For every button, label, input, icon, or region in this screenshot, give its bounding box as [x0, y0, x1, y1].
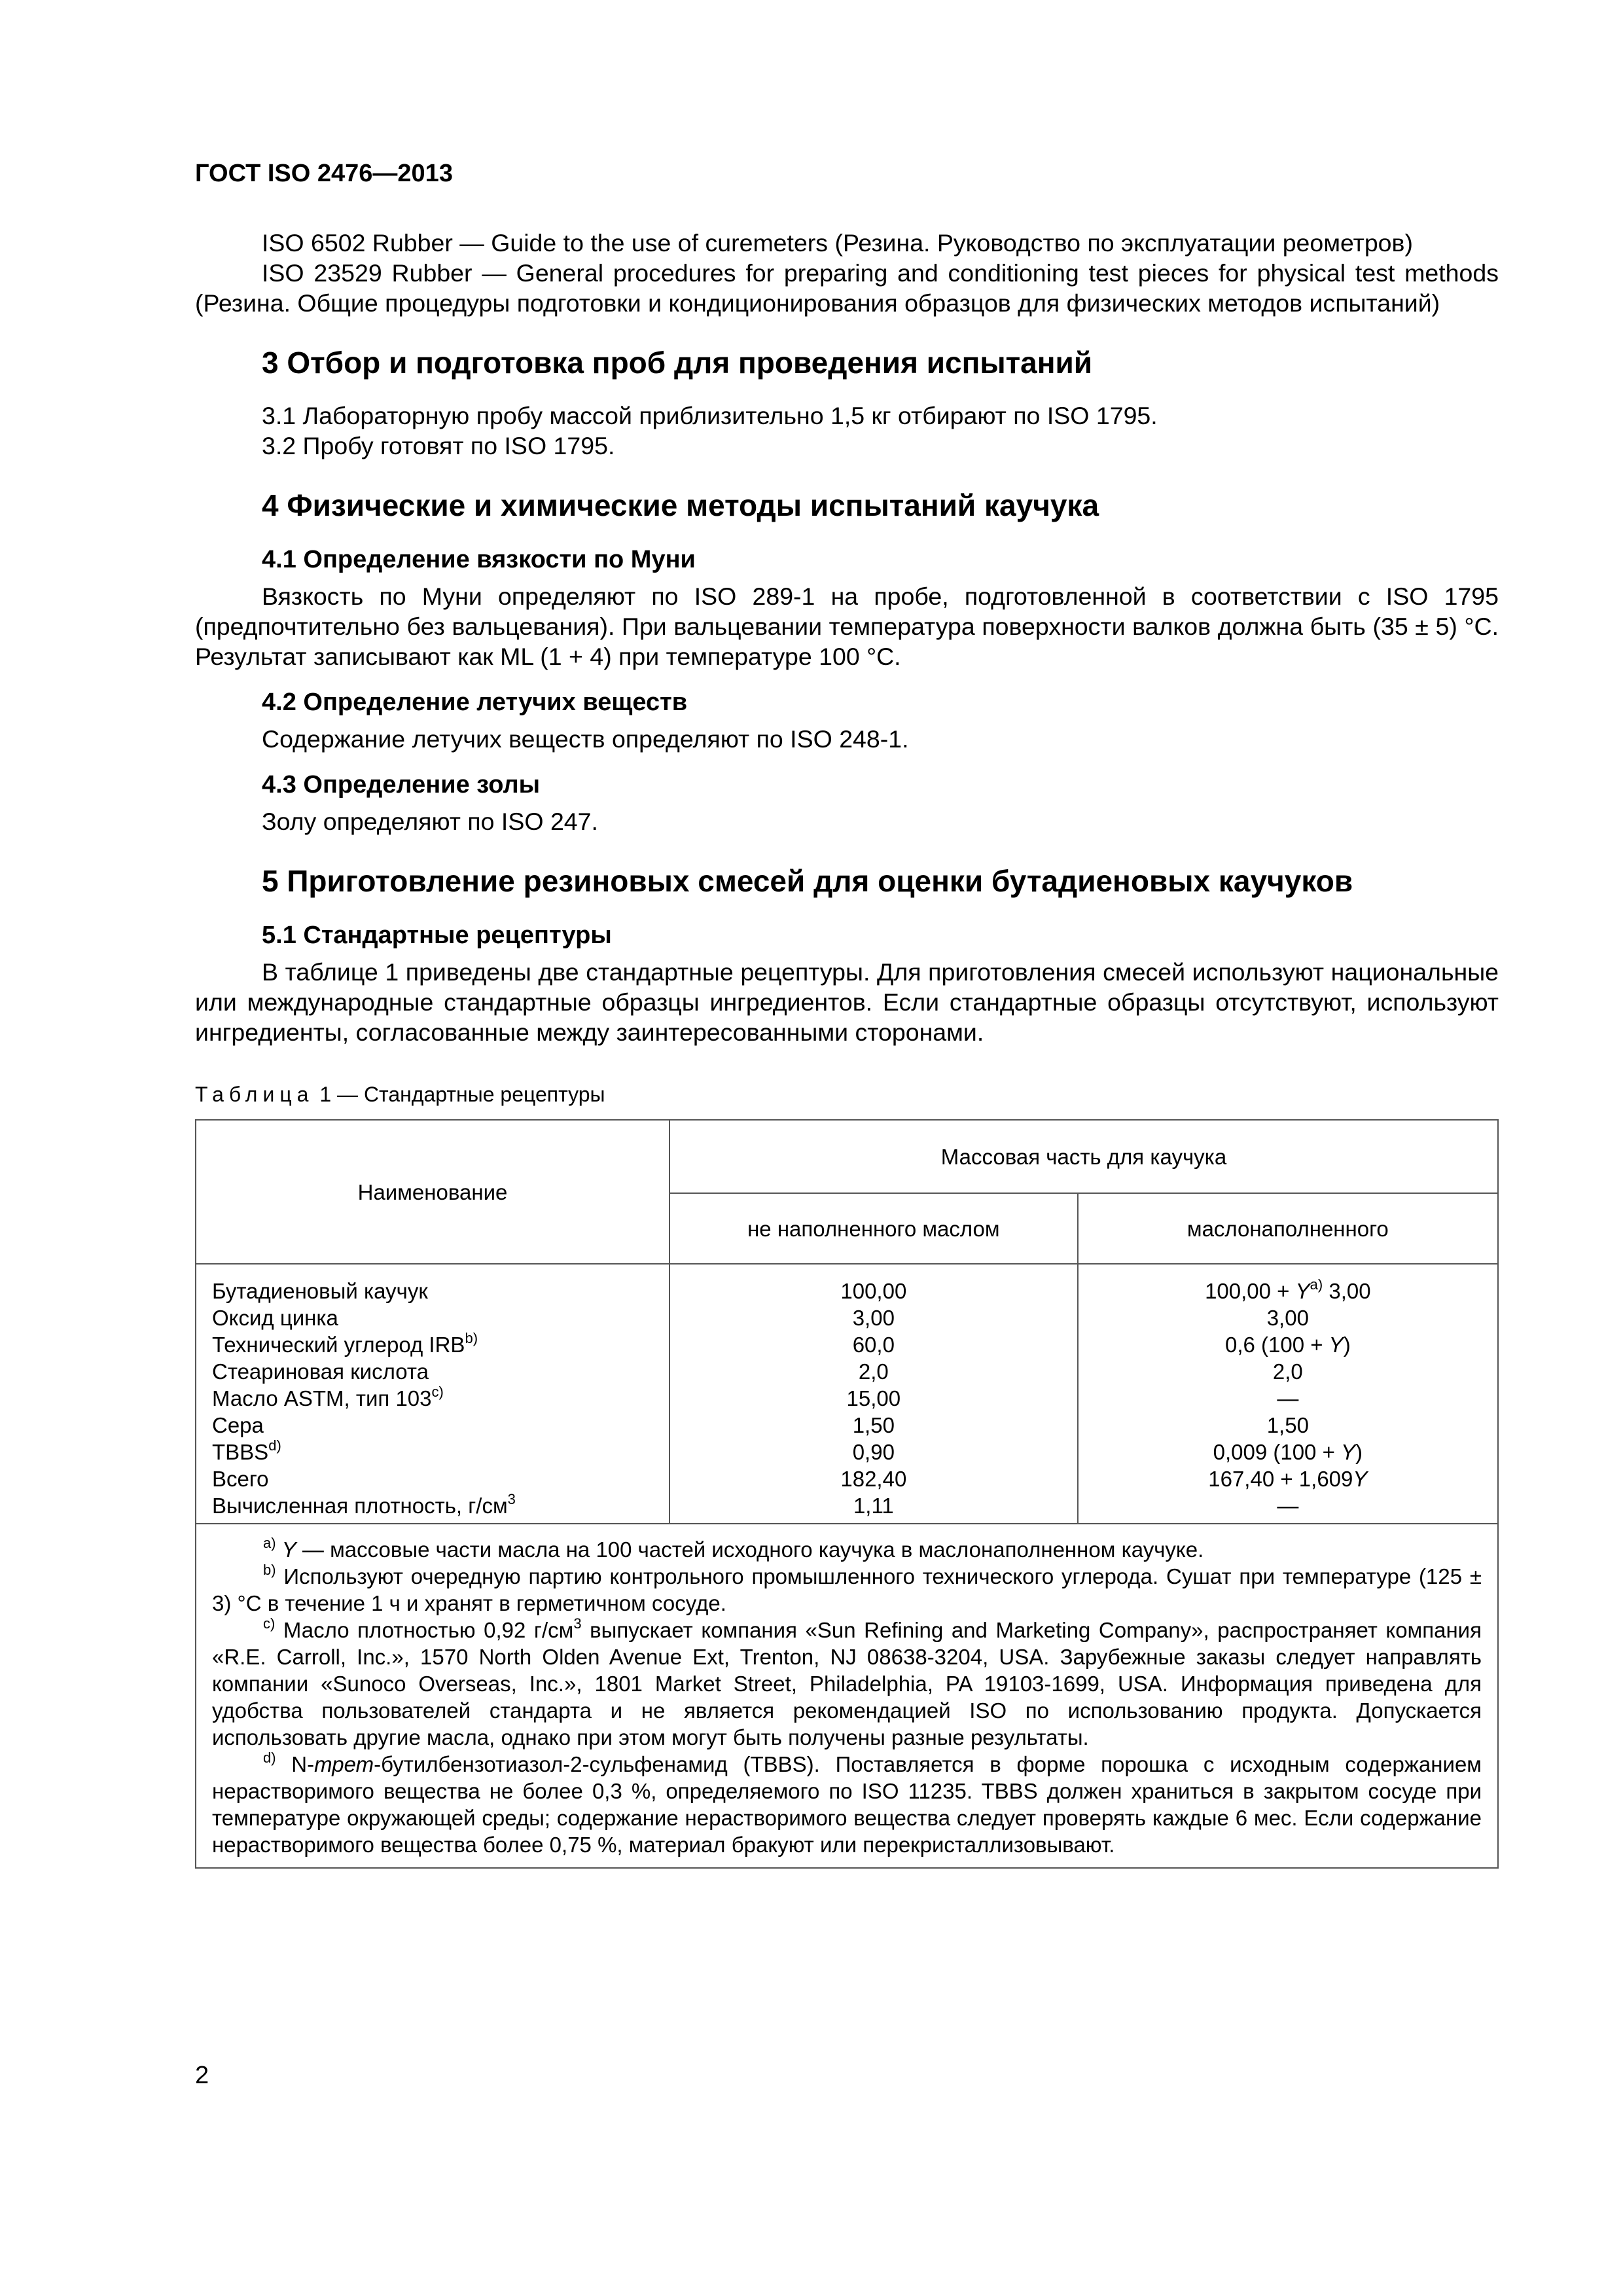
table-caption-title: 1 — Стандартные рецептуры — [313, 1083, 605, 1106]
row-name-sup: d) — [268, 1437, 281, 1454]
row-value-b-text: 3,00 — [1266, 1306, 1309, 1330]
row-name-text: Вычисленная плотность, г/см — [212, 1494, 508, 1518]
row-name — [212, 1385, 653, 1412]
subsection-4-3-text: Золу определяют по ISO 247. — [262, 808, 598, 835]
row-value-oil-extended — [1094, 1439, 1482, 1465]
row-value-b-text: — — [1277, 1494, 1299, 1518]
table-caption-word: Таблица — [195, 1083, 314, 1106]
footnote-a — [212, 1536, 1482, 1563]
row-name-text: Сера — [212, 1413, 264, 1437]
row-value-oil-extended — [1094, 1331, 1482, 1358]
ingredient-names — [212, 1278, 653, 1519]
clause-3-2: 3.2 Пробу готовят по ISO 1795. — [262, 432, 615, 459]
row-name-text: Оксид цинка — [212, 1306, 338, 1330]
row-value-oil-extended — [1094, 1465, 1482, 1492]
row-value-oil-extended — [1094, 1385, 1482, 1412]
footnote-a-mark: а) — [263, 1535, 276, 1551]
row-name-text: Технический углерод IRB — [212, 1333, 465, 1357]
footnote-d-pre: N- — [276, 1752, 315, 1776]
footnote-b — [212, 1563, 1482, 1617]
footnote-b-text: Используют очередную партию контрольного промышленного технического углерода. Сушат при температуре (125 ± 3) °C в течение 1 ч и хранят в герметичном сосуде. — [212, 1564, 1482, 1615]
reference-iso-6502: ISO 6502 Rubber — Guide to the use of curemeters (Резина. Руководство по эксплуатации реометров) — [262, 229, 1413, 257]
footnote-c — [212, 1617, 1482, 1751]
subsection-5-1-title: 5.1 Стандартные рецептуры — [262, 922, 612, 949]
oil-extended-column — [1078, 1264, 1498, 1524]
row-name — [212, 1465, 653, 1492]
footnote-c-sup: 3 — [573, 1615, 582, 1632]
footnote-d-text: -бутилбензотиазол-2-сульфенамид (TBBS). Поставляется в форме порошка с исходным содержанием нерастворимого вещества не более 0,3 %, определяемого по ISO 11235. TBBS должен храниться в закрытом сосуде при температуре окружающей среды; содержание нерастворимого вещества следует проверять каждые 6 мес. Если содержание нерастворимого вещества более 0,75 %, материал бракуют или перекристаллизовывают. — [212, 1752, 1482, 1857]
row-value-oil-extended — [1094, 1358, 1482, 1385]
row-value-b-text: — — [1277, 1386, 1299, 1410]
table-footnotes — [196, 1524, 1498, 1868]
unfilled-values — [686, 1278, 1061, 1519]
row-name-text: Стеариновая кислота — [212, 1359, 429, 1384]
footnote-c-mark: c) — [263, 1615, 276, 1632]
row-name — [212, 1412, 653, 1439]
row-value-unfilled: 0,90 — [852, 1440, 895, 1464]
row-name-text: Масло ASTM, тип 103 — [212, 1386, 432, 1410]
reference-iso-23529: ISO 23529 Rubber — General procedures for preparing and conditioning test pieces for physical test methods (Резина. Общие процедуры подготовки и кондиционирования образцов для физических методов испытаний) — [195, 259, 1499, 317]
subsection-4-2-text: Содержание летучих веществ определяют по ISO 248-1. — [262, 725, 909, 753]
row-value-unfilled: 1,50 — [852, 1413, 895, 1437]
footnote-c-text-1: Масло плотностью 0,92 г/см — [275, 1618, 574, 1642]
row-value-oil-extended — [1094, 1492, 1482, 1519]
row-name — [212, 1358, 653, 1385]
row-value-unfilled: 3,00 — [852, 1306, 895, 1330]
row-value-b-text: 0,6 (100 + Y) — [1224, 1333, 1351, 1357]
header-mass-group: Массовая часть для каучука — [669, 1120, 1498, 1193]
recipes-table — [195, 1119, 1499, 1869]
section-3-title: 3 Отбор и подготовка проб для проведения испытаний — [262, 346, 1093, 380]
row-value-unfilled: 2,0 — [858, 1359, 889, 1384]
footnote-a-text: — массовые части масла на 100 частей исходного каучука в маслонаполненном каучуке. — [296, 1537, 1204, 1562]
row-value-b-text: 100,00 + Y — [1205, 1279, 1310, 1303]
row-name-text: Бутадиеновый каучук — [212, 1279, 428, 1303]
table-caption — [195, 1081, 1499, 1107]
row-name — [212, 1439, 653, 1465]
row-name-sup: b) — [465, 1330, 478, 1346]
footnote-c-text-2: выпускает компания «Sun Refining and Marketing Company», распространяет компания «R.E. Carroll, Inc.», 1570 North Olden Avenue Ext, Trenton, NJ 08638-3204, USA. Зарубежные заказы следует направлять компании «Sunoco Overseas, Inc.», 1801 Market Street, Philadelphia, PA 19103-1699, USA. Информация приведена для удобства пользователей стандарта и не является рекомендацией ISO по использованию продукта. Допускается использовать другие масла, однако при этом могут быть получены разные результаты. — [212, 1618, 1482, 1749]
unfilled-column — [669, 1264, 1078, 1524]
footnote-d-italic: трет — [314, 1752, 374, 1776]
row-value-b-sup: а) — [1310, 1276, 1323, 1293]
row-value-unfilled: 1,11 — [853, 1494, 894, 1518]
section-4-title: 4 Физические и химические методы испытаний каучука — [262, 488, 1099, 522]
row-value-b-after: 3,00 — [1323, 1279, 1371, 1303]
row-value-oil-extended — [1094, 1412, 1482, 1439]
row-value-unfilled: 182,40 — [840, 1467, 907, 1491]
row-name — [212, 1278, 653, 1304]
header-unfilled: не наполненного маслом — [669, 1193, 1078, 1264]
row-value-b-text: 0,009 (100 + Y) — [1213, 1440, 1363, 1464]
row-value-b-text: 2,0 — [1272, 1359, 1303, 1384]
row-name-text: TBBS — [212, 1440, 269, 1464]
footnote-d-mark: d) — [263, 1749, 276, 1766]
row-name-sup: 3 — [507, 1491, 516, 1507]
row-value-unfilled: 15,00 — [846, 1386, 901, 1410]
row-value-b-text: 1,50 — [1266, 1413, 1309, 1437]
subsection-5-1-text: В таблице 1 приведены две стандартные рецептуры. Для приготовления смесей используют национальные или международные стандартные образцы ингредиентов. Если стандартные образцы отсутствуют, используют ингредиенты, согласованные между заинтересованными сторонами. — [195, 958, 1499, 1046]
row-value-unfilled: 100,00 — [840, 1279, 907, 1303]
oil-extended-values — [1094, 1278, 1482, 1519]
row-value-oil-extended — [1094, 1278, 1482, 1304]
clause-3-1: 3.1 Лабораторную пробу массой приблизительно 1,5 кг отбирают по ISO 1795. — [262, 402, 1158, 429]
footnote-a-var: Y — [281, 1537, 296, 1562]
row-name — [212, 1492, 653, 1519]
names-column — [196, 1264, 669, 1524]
header-name: Наименование — [196, 1120, 669, 1264]
page-number: 2 — [195, 2062, 209, 2089]
subsection-4-1-text: Вязкость по Муни определяют по ISO 289-1 на пробе, подготовленной в соответствии с ISO 1795 (предпочтительно без вальцевания). При вальцевании температура поверхности валков должна быть (35 ± 5) °C. Результат записывают как ML (1 + 4) при температуре 100 °C. — [195, 583, 1499, 670]
page-content — [195, 228, 1499, 1869]
header-oil-extended: маслонаполненного — [1078, 1193, 1498, 1264]
subsection-4-1-title: 4.1 Определение вязкости по Муни — [262, 546, 696, 573]
footnote-d — [212, 1751, 1482, 1858]
row-name-text: Всего — [212, 1467, 269, 1491]
row-name — [212, 1331, 653, 1358]
row-value-unfilled: 60,0 — [852, 1333, 895, 1357]
row-value-oil-extended — [1094, 1304, 1482, 1331]
subsection-4-2-title: 4.2 Определение летучих веществ — [262, 689, 688, 716]
section-5-title: 5 Приготовление резиновых смесей для оценки бутадиеновых каучуков — [262, 864, 1353, 898]
row-value-b-text: 167,40 + 1,609Y — [1208, 1467, 1368, 1491]
row-name — [212, 1304, 653, 1331]
row-name-sup: c) — [431, 1384, 444, 1400]
subsection-4-3-title: 4.3 Определение золы — [262, 771, 541, 798]
footnote-b-mark: b) — [263, 1562, 276, 1578]
running-header: ГОСТ ISO 2476—2013 — [195, 160, 453, 187]
